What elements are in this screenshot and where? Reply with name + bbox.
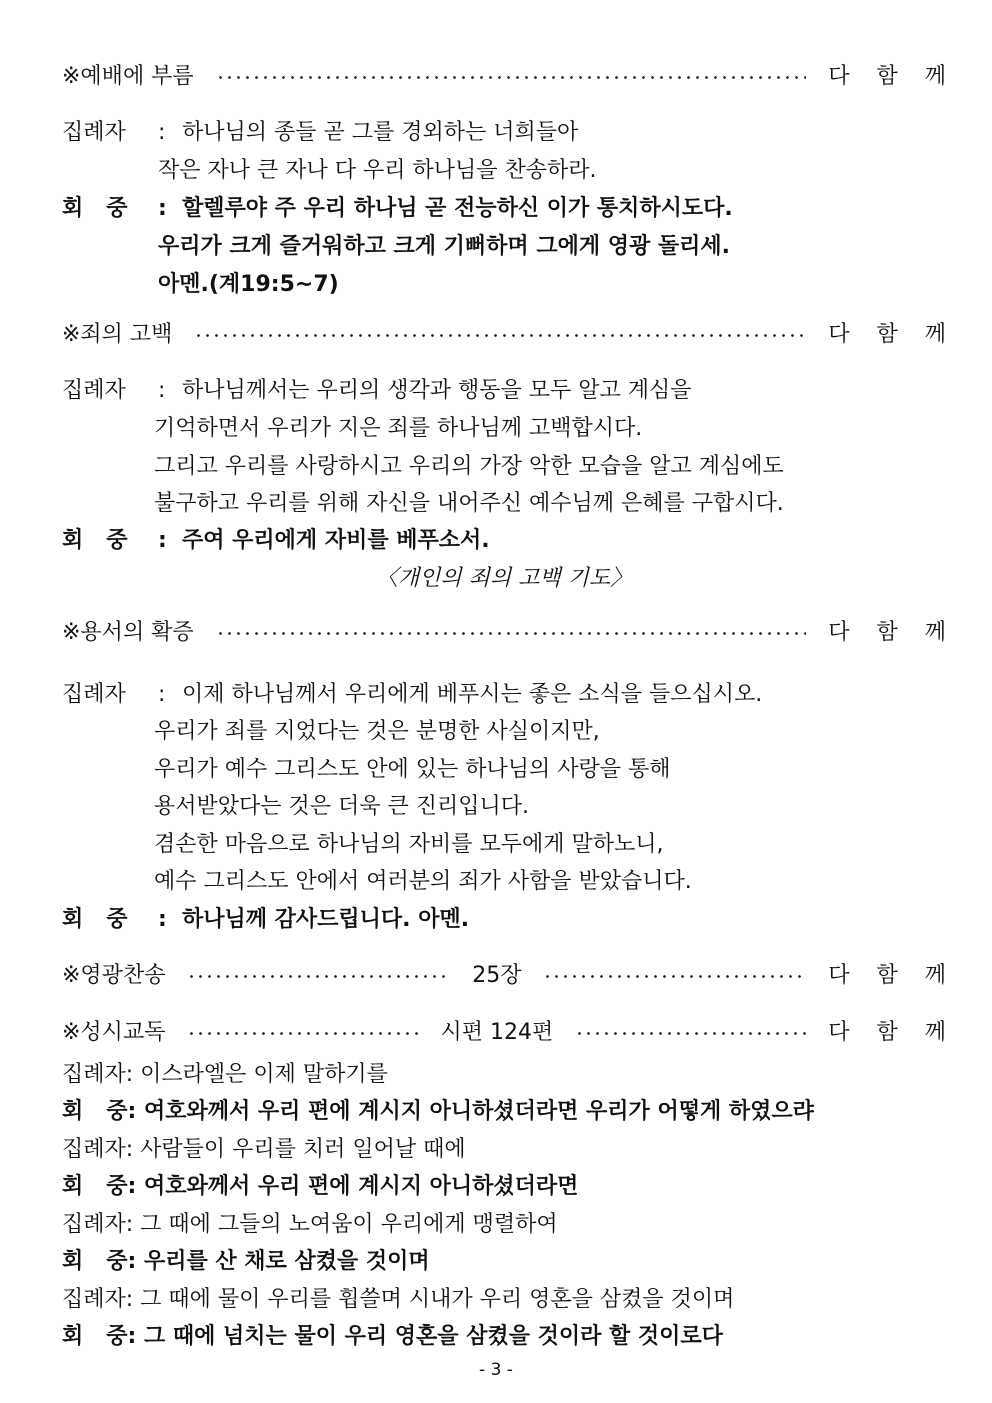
leader-label: 집례자: <box>62 1287 134 1312</box>
liturgy-line <box>62 452 946 482</box>
section-participants: 다 함 께 <box>828 620 956 645</box>
colon: : <box>158 528 167 553</box>
congregation-label: 회 중 <box>62 528 128 553</box>
leader-dots <box>216 632 807 635</box>
leader-dots <box>575 1032 806 1035</box>
psalm-reference: 시편 124편 <box>440 1020 554 1045</box>
section-participants: 다 함 께 <box>828 322 956 347</box>
psalter-line <box>62 1060 946 1090</box>
leader-dots <box>187 1032 418 1035</box>
leader-dots <box>194 334 806 337</box>
section-participants: 다 함 께 <box>828 1020 957 1045</box>
liturgy-line <box>62 830 946 860</box>
leader-text: 그 때에 그들의 노여움이 우리에게 맹렬하여 <box>140 1212 558 1237</box>
liturgy-line <box>62 118 946 148</box>
prayer-note: 〈개인의 죄의 고백 기도〉 <box>375 566 633 591</box>
liturgy-line <box>62 270 946 300</box>
congregation-text: 할렐루야 주 우리 하나님 곧 전능하신 이가 통치하시도다. <box>182 196 733 221</box>
congregation-label: 회 중: <box>62 1249 137 1274</box>
section-participants: 다 함 께 <box>828 64 956 89</box>
leader-label: 집례자: <box>62 1062 134 1087</box>
leader-text: 예수 그리스도 안에서 여러분의 죄가 사함을 받았습니다. <box>154 869 692 894</box>
congregation-text: 그 때에 넘치는 물이 우리 영혼을 삼켰을 것이라 할 것이로다 <box>143 1324 723 1349</box>
hymn-number: 25장 <box>472 963 522 988</box>
section-title: ※영광찬송 <box>62 963 166 988</box>
congregation-label: 회 중: <box>62 1174 137 1199</box>
leader-dots <box>187 975 450 978</box>
liturgy-line <box>62 376 946 406</box>
congregation-text: 여호와께서 우리 편에 계시지 아니하셨더라면 <box>143 1174 579 1199</box>
liturgy-line <box>62 717 946 747</box>
congregation-label: 회 중 <box>62 907 128 932</box>
psalter-line <box>62 1135 946 1165</box>
section-heading-confession <box>62 320 956 350</box>
liturgy-line <box>62 867 946 897</box>
colon: : <box>158 196 167 221</box>
leader-label: 집례자 <box>62 682 126 707</box>
leader-text: 불구하고 우리를 위해 자신을 내어주신 예수님께 은혜를 구합시다. <box>154 491 784 516</box>
congregation-text: 우리가 크게 즐거워하고 크게 기뻐하며 그에게 영광 돌리세. <box>158 234 731 259</box>
leader-dots <box>543 975 806 978</box>
leader-label: 집례자 <box>62 120 126 145</box>
section-heading-psalter <box>62 1018 957 1048</box>
leader-label: 집례자: <box>62 1137 134 1162</box>
psalter-line <box>62 1172 946 1202</box>
section-title: ※예배에 부름 <box>62 64 194 89</box>
leader-label: 집례자: <box>62 1212 134 1237</box>
liturgy-line <box>62 194 946 224</box>
psalter-line <box>62 1097 946 1127</box>
liturgy-line <box>62 232 946 262</box>
leader-text: 그 때에 물이 우리를 휩쓸며 시내가 우리 영혼을 삼켰을 것이며 <box>140 1287 735 1312</box>
leader-text: 용서받았다는 것은 더욱 큰 진리입니다. <box>154 794 529 819</box>
leader-text: 하나님께서는 우리의 생각과 행동을 모두 알고 계심을 <box>182 378 692 403</box>
colon: : <box>158 907 167 932</box>
congregation-label: 회 중: <box>62 1099 137 1124</box>
colon: : <box>158 378 166 403</box>
liturgy-line <box>62 905 946 935</box>
liturgy-line <box>62 414 946 444</box>
section-title: ※죄의 고백 <box>62 322 173 347</box>
section-heading-absolution <box>62 618 956 648</box>
leader-text: 이제 하나님께서 우리에게 베푸시는 좋은 소식을 들으십시오. <box>182 682 763 707</box>
congregation-text: 우리를 산 채로 삼켰을 것이며 <box>143 1249 430 1274</box>
liturgy-line <box>62 792 946 822</box>
congregation-text: 주여 우리에게 자비를 베푸소서. <box>182 528 490 553</box>
section-heading-call <box>62 62 956 92</box>
liturgy-line <box>62 489 946 519</box>
section-participants: 다 함 께 <box>828 963 957 988</box>
liturgy-line <box>62 755 946 785</box>
psalter-line <box>62 1247 946 1277</box>
congregation-label: 회 중: <box>62 1324 137 1349</box>
leader-text: 작은 자나 큰 자나 다 우리 하나님을 찬송하라. <box>158 158 597 183</box>
leader-text: 사람들이 우리를 치러 일어날 때에 <box>140 1137 466 1162</box>
psalter-line <box>62 1210 946 1240</box>
leader-text: 우리가 예수 그리스도 안에 있는 하나님의 사랑을 통해 <box>154 757 671 782</box>
leader-text: 그리고 우리를 사랑하시고 우리의 가장 악한 모습을 알고 계심에도 <box>154 454 784 479</box>
congregation-text: 여호와께서 우리 편에 계시지 아니하셨더라면 우리가 어떻게 하였으랴 <box>143 1099 814 1124</box>
congregation-text: 아멘.(계19:5~7) <box>158 272 339 297</box>
colon: : <box>158 682 166 707</box>
liturgy-line <box>62 526 946 556</box>
leader-text: 이스라엘은 이제 말하기를 <box>140 1062 388 1087</box>
psalter-line <box>62 1285 946 1315</box>
leader-text: 기억하면서 우리가 지은 죄를 하나님께 고백합시다. <box>154 416 643 441</box>
section-title: ※성시교독 <box>62 1020 166 1045</box>
page-number: - 3 - <box>479 1360 513 1380</box>
section-heading-gloria <box>62 961 957 991</box>
congregation-text: 하나님께 감사드립니다. 아멘. <box>182 907 470 932</box>
congregation-label: 회 중 <box>62 196 128 221</box>
leader-label: 집례자 <box>62 378 126 403</box>
leader-dots <box>216 76 807 79</box>
leader-text: 우리가 죄를 지었다는 것은 분명한 사실이지만, <box>154 719 600 744</box>
leader-text: 하나님의 종들 곧 그를 경외하는 너희들아 <box>182 120 579 145</box>
psalter-line <box>62 1322 946 1352</box>
leader-text: 겸손한 마음으로 하나님의 자비를 모두에게 말하노니, <box>154 832 664 857</box>
section-title: ※용서의 확증 <box>62 620 194 645</box>
liturgy-line <box>62 680 946 710</box>
colon: : <box>158 120 166 145</box>
liturgy-line <box>62 156 946 186</box>
